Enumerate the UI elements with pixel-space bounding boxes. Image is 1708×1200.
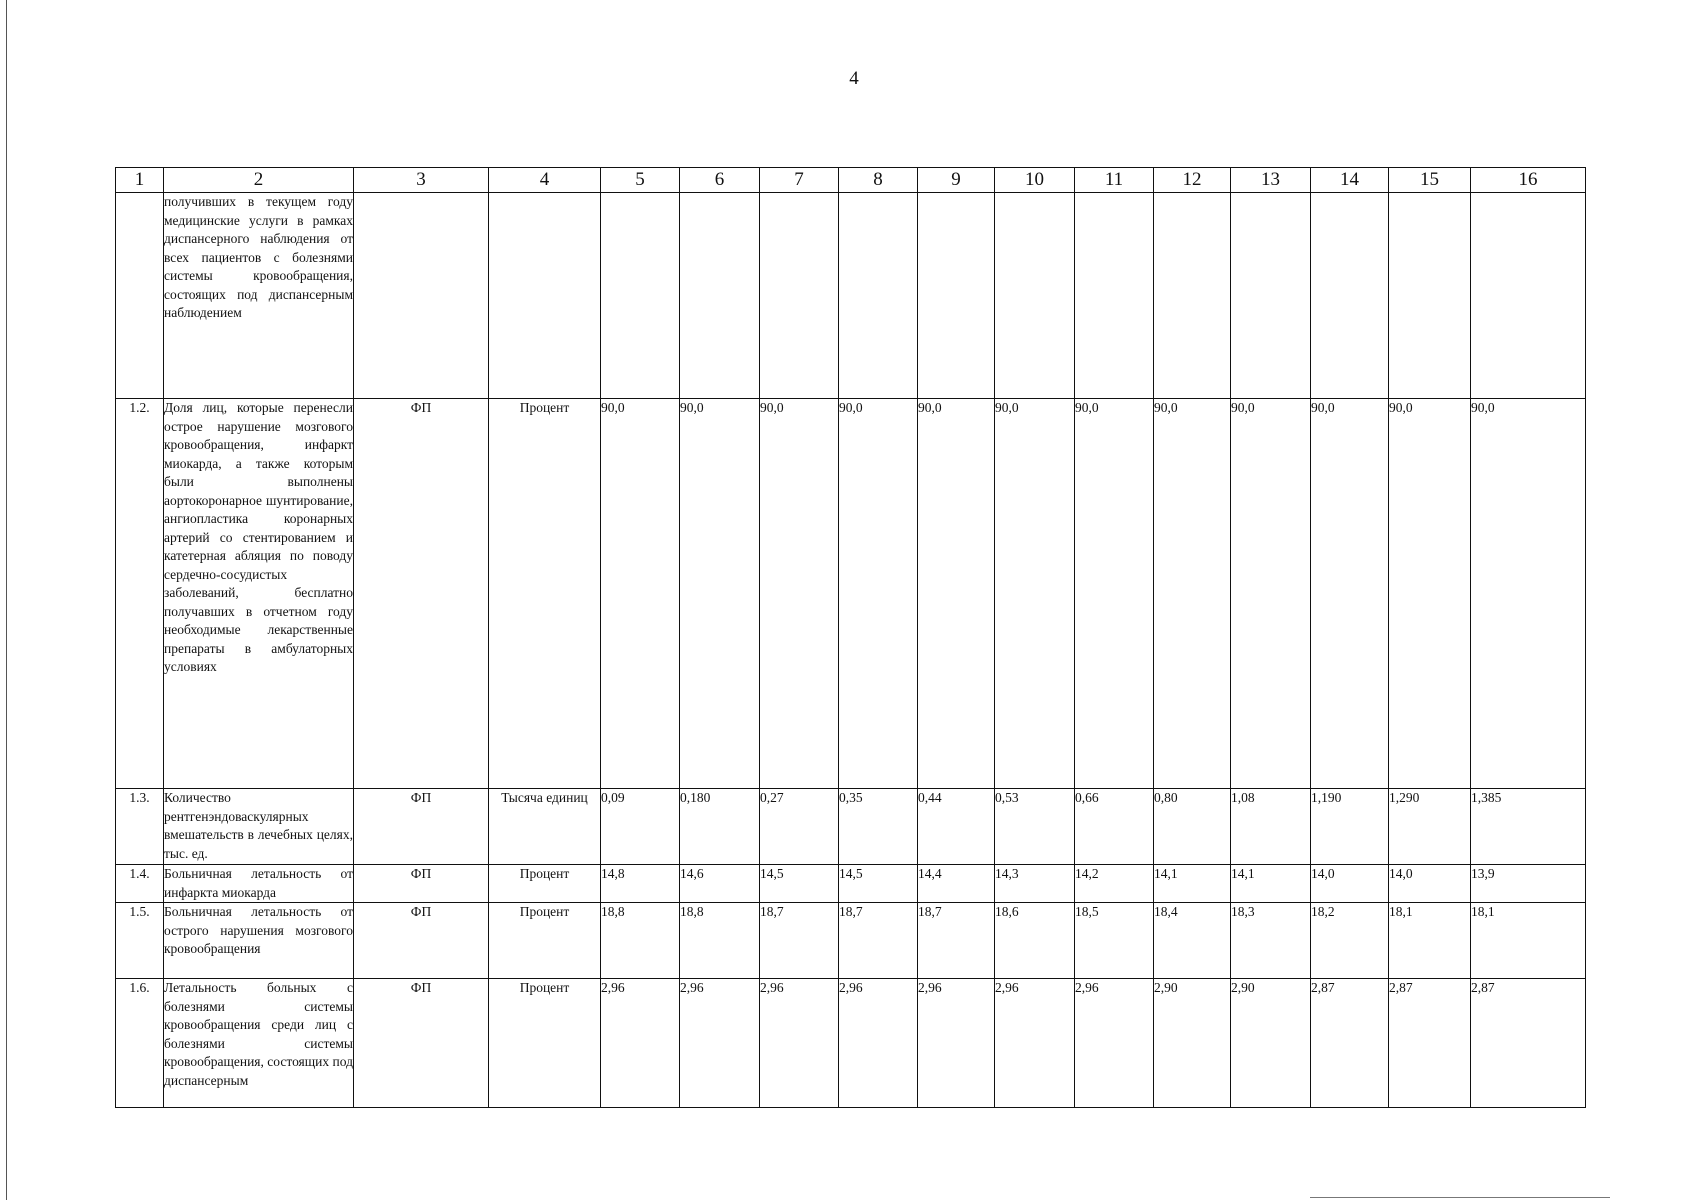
- value-cell: 1,08: [1231, 789, 1311, 865]
- column-header: 9: [918, 168, 995, 193]
- value-cell: 14,8: [601, 865, 680, 903]
- value-cell: 90,0: [918, 399, 995, 789]
- value-cell: [680, 193, 760, 399]
- value-cell: 18,7: [839, 903, 918, 979]
- value-cell: 1,290: [1389, 789, 1471, 865]
- value-cell: 2,90: [1231, 979, 1311, 1108]
- table-row-1-2: [116, 399, 1586, 789]
- value-cell: 90,0: [1471, 399, 1586, 789]
- unit-cell: Процент: [489, 399, 601, 789]
- value-cell: 18,4: [1154, 903, 1231, 979]
- row-number-cell: 1.6.: [116, 979, 164, 1108]
- column-header: 1: [116, 168, 164, 193]
- indicator-name-cell: получивших в текущем году медицинские услуги в рамках диспансерного наблюдения от всех пациентов с болезнями системы кровообращения, состоящих под диспансерным наблюдением: [164, 193, 354, 399]
- source-cell: [354, 193, 489, 399]
- value-cell: 90,0: [1154, 399, 1231, 789]
- value-cell: 90,0: [995, 399, 1075, 789]
- value-cell: 2,87: [1311, 979, 1389, 1108]
- value-cell: 2,96: [1075, 979, 1154, 1108]
- column-header: 13: [1231, 168, 1311, 193]
- value-cell: 0,66: [1075, 789, 1154, 865]
- value-cell: 14,2: [1075, 865, 1154, 903]
- row-number-cell: [116, 193, 164, 399]
- unit-cell: Тысяча единиц: [489, 789, 601, 865]
- value-cell: 14,5: [760, 865, 839, 903]
- row-number-cell: 1.3.: [116, 789, 164, 865]
- value-cell: 1,190: [1311, 789, 1389, 865]
- table-row-1-3: [116, 789, 1586, 865]
- value-cell: 90,0: [760, 399, 839, 789]
- value-cell: [995, 193, 1075, 399]
- value-cell: 14,0: [1311, 865, 1389, 903]
- value-cell: 0,35: [839, 789, 918, 865]
- value-cell: 14,5: [839, 865, 918, 903]
- source-cell: ФП: [354, 399, 489, 789]
- value-cell: 18,6: [995, 903, 1075, 979]
- value-cell: 18,1: [1389, 903, 1471, 979]
- indicator-name-cell: Летальность больных с болезнями системы кровообращения среди лиц с болезнями системы кровообращения, состоящих под диспансерным: [164, 979, 354, 1108]
- value-cell: 2,96: [918, 979, 995, 1108]
- value-cell: 2,96: [839, 979, 918, 1108]
- value-cell: 2,87: [1471, 979, 1586, 1108]
- unit-cell: [489, 193, 601, 399]
- value-cell: [760, 193, 839, 399]
- indicator-name-cell: Количество рентгенэндоваскулярных вмешательств в лечебных целях, тыс. ед.: [164, 789, 354, 865]
- value-cell: [1471, 193, 1586, 399]
- row-number-cell: 1.2.: [116, 399, 164, 789]
- table-row-continuation: [116, 193, 1586, 399]
- column-header: 6: [680, 168, 760, 193]
- unit-cell: Процент: [489, 903, 601, 979]
- value-cell: 18,7: [760, 903, 839, 979]
- source-cell: ФП: [354, 979, 489, 1108]
- source-cell: ФП: [354, 789, 489, 865]
- value-cell: 0,180: [680, 789, 760, 865]
- row-number-cell: 1.5.: [116, 903, 164, 979]
- value-cell: 90,0: [680, 399, 760, 789]
- column-header: 15: [1389, 168, 1471, 193]
- value-cell: 18,8: [601, 903, 680, 979]
- value-cell: [1231, 193, 1311, 399]
- value-cell: 0,09: [601, 789, 680, 865]
- row-number-cell: 1.4.: [116, 865, 164, 903]
- value-cell: 14,1: [1154, 865, 1231, 903]
- indicator-name-cell: Доля лиц, которые перенесли острое нарушение мозгового кровообращения, инфаркт миокарда, а также которым были выполнены аортокоронарное шунтирование, ангиопластика коронарных артерий со стентированием и катетерная абляция по поводу сердечно-сосудистых заболеваний, бесплатно получавших в отчетном году необходимые лекарственные препараты в амбулаторных условиях: [164, 399, 354, 789]
- value-cell: 2,96: [995, 979, 1075, 1108]
- column-header: 5: [601, 168, 680, 193]
- value-cell: 1,385: [1471, 789, 1586, 865]
- column-header: 14: [1311, 168, 1389, 193]
- value-cell: 18,7: [918, 903, 995, 979]
- value-cell: [1389, 193, 1471, 399]
- value-cell: 2,96: [760, 979, 839, 1108]
- value-cell: 0,80: [1154, 789, 1231, 865]
- value-cell: 0,53: [995, 789, 1075, 865]
- column-header: 12: [1154, 168, 1231, 193]
- value-cell: 2,87: [1389, 979, 1471, 1108]
- value-cell: 2,96: [680, 979, 760, 1108]
- value-cell: 14,1: [1231, 865, 1311, 903]
- column-header: 11: [1075, 168, 1154, 193]
- table-row-1-6: [116, 979, 1586, 1108]
- value-cell: 0,27: [760, 789, 839, 865]
- column-header: 8: [839, 168, 918, 193]
- table-row-1-4: [116, 865, 1586, 903]
- value-cell: 18,1: [1471, 903, 1586, 979]
- value-cell: 18,3: [1231, 903, 1311, 979]
- value-cell: 90,0: [1311, 399, 1389, 789]
- column-header: 3: [354, 168, 489, 193]
- value-cell: 90,0: [601, 399, 680, 789]
- value-cell: 18,8: [680, 903, 760, 979]
- column-header: 7: [760, 168, 839, 193]
- bottom-edge-line: [1310, 1197, 1610, 1198]
- value-cell: 18,2: [1311, 903, 1389, 979]
- table-row-1-5: [116, 903, 1586, 979]
- value-cell: 14,6: [680, 865, 760, 903]
- value-cell: 18,5: [1075, 903, 1154, 979]
- column-header: 2: [164, 168, 354, 193]
- source-cell: ФП: [354, 865, 489, 903]
- unit-cell: Процент: [489, 865, 601, 903]
- unit-cell: Процент: [489, 979, 601, 1108]
- value-cell: 90,0: [1075, 399, 1154, 789]
- value-cell: 2,96: [601, 979, 680, 1108]
- value-cell: [1075, 193, 1154, 399]
- value-cell: 90,0: [1231, 399, 1311, 789]
- value-cell: [1311, 193, 1389, 399]
- value-cell: 14,4: [918, 865, 995, 903]
- value-cell: 13,9: [1471, 865, 1586, 903]
- value-cell: [839, 193, 918, 399]
- indicator-name-cell: Больничная летальность от инфаркта миокарда: [164, 865, 354, 903]
- page-number: 4: [849, 68, 859, 89]
- value-cell: 0,44: [918, 789, 995, 865]
- value-cell: 2,90: [1154, 979, 1231, 1108]
- value-cell: [918, 193, 995, 399]
- source-cell: ФП: [354, 903, 489, 979]
- column-header: 10: [995, 168, 1075, 193]
- column-number-header-row: [116, 168, 1586, 193]
- column-header: 16: [1471, 168, 1586, 193]
- indicators-table: [115, 167, 1586, 1108]
- value-cell: 14,3: [995, 865, 1075, 903]
- value-cell: [1154, 193, 1231, 399]
- value-cell: 90,0: [839, 399, 918, 789]
- indicator-name-cell: Больничная летальность от острого нарушения мозгового кровообращения: [164, 903, 354, 979]
- value-cell: 90,0: [1389, 399, 1471, 789]
- page-left-edge-line: [6, 0, 7, 1200]
- value-cell: [601, 193, 680, 399]
- column-header: 4: [489, 168, 601, 193]
- value-cell: 14,0: [1389, 865, 1471, 903]
- indicators-table-container: [115, 167, 1585, 1108]
